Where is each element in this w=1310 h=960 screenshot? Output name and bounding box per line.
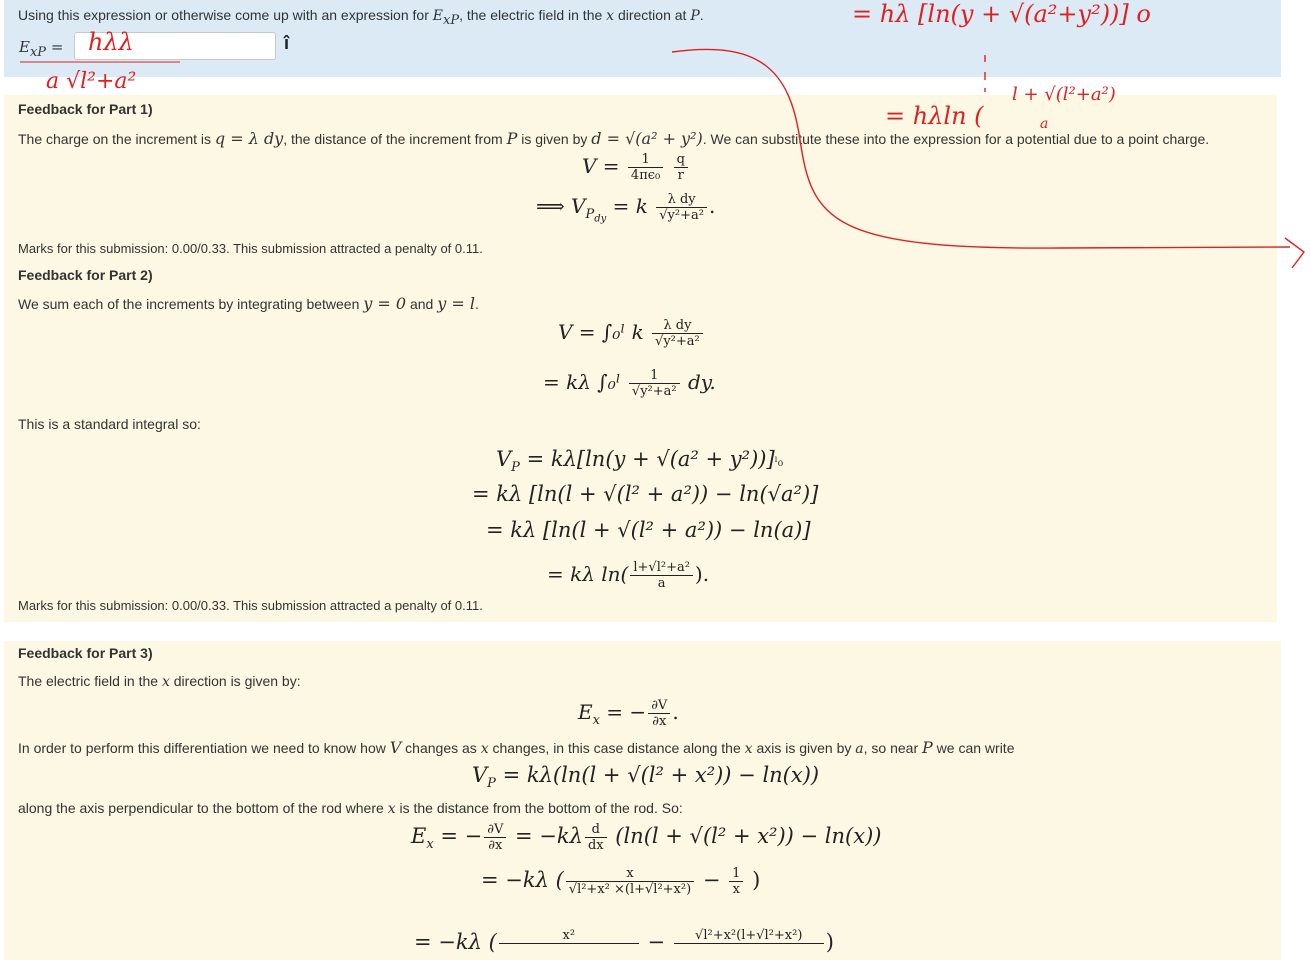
part1-description	[18, 129, 1209, 148]
part3-eq1-sub: x	[592, 713, 600, 728]
part1-text-post: . We can substitute these into the expression for a potential due to a point charge.	[702, 131, 1210, 147]
part1-text-mid2: is given by	[517, 131, 592, 147]
part2-y0: y = 0	[363, 294, 407, 313]
part3-line2-post: we can write	[932, 740, 1015, 756]
part3-line2-mid2: changes, in this case distance along the	[488, 740, 745, 756]
frac-num: x²	[499, 928, 639, 944]
part2-title: Feedback for Part 2)	[18, 267, 153, 283]
part3-line2-mid: changes as	[401, 740, 481, 756]
part3-eq4-end: )	[745, 868, 761, 892]
frac-num: ∂V	[648, 698, 670, 714]
part2-text: We sum each of the increments by integrating between	[18, 296, 364, 312]
answer-label-var: E	[19, 38, 30, 56]
part1-eq2	[536, 192, 715, 225]
ink-mid-right-den: a	[1040, 116, 1049, 132]
part2-description	[18, 294, 479, 313]
ink-arrowhead	[1285, 238, 1304, 268]
part3-eq3-sub: x	[426, 837, 434, 853]
ink-mid-right-num: l + √(l²+a²)	[1012, 84, 1116, 105]
ink-answer-den: a √l²+a²	[46, 69, 137, 94]
part1-text-mid: , the distance of the increment from	[283, 131, 507, 147]
answer-label	[19, 38, 63, 60]
info-icon[interactable]: î	[284, 33, 290, 53]
part3-eq5-minus: −	[640, 930, 672, 954]
frac-den: ∂x	[488, 838, 503, 853]
frac-num: 1	[628, 152, 663, 168]
part2-int2-lhs: = kλ ∫₀ˡ	[543, 370, 621, 394]
part1-title: Feedback for Part 1)	[18, 101, 153, 117]
frac-den: x	[732, 882, 740, 897]
frac-den: dx	[587, 838, 604, 853]
part3-eq1-lhs: E	[578, 700, 593, 724]
part3-eq1-frac	[648, 698, 670, 729]
part1-q: q = λ dy	[214, 129, 284, 148]
prompt-var-sub: xP	[442, 12, 460, 28]
part2-res2-text: = kλ [ln(l + √(l² + a²)) − ln(√a²)]	[472, 482, 819, 506]
part2-res1-limits: ˡ₀	[774, 455, 784, 470]
part1-eq2-eq: = k	[612, 194, 648, 218]
frac-den: √y²+a²	[655, 334, 700, 349]
frac-den: 4πϵ₀	[630, 168, 661, 183]
part1-marks: Marks for this submission: 0.00/0.33. This submission attracted a penalty of 0.11.	[18, 241, 483, 256]
part3-line2-mid3: axis is given by	[752, 740, 856, 756]
frac-num: 1	[729, 866, 743, 882]
part3-eq2-lhs: V	[472, 763, 488, 787]
part1-P: P	[506, 129, 518, 148]
part3-eq3-end: (ln(l + √(l² + x²)) − ln(x))	[608, 824, 882, 848]
part3-eq3-mid: = −kλ	[508, 824, 583, 848]
frac-num: 1	[629, 368, 680, 384]
part1-text: The charge on the increment is	[18, 131, 215, 147]
prompt-text: Using this expression or otherwise come up with an expression for	[18, 7, 433, 23]
part3-eq5-frac	[499, 928, 639, 959]
frac-den: √l²+x² ×(l+√l²+x²)	[568, 882, 692, 897]
part3-eq1-eq: = −	[599, 700, 647, 724]
part3-eq5-lhs: = −kλ (	[414, 930, 497, 954]
part2-res1-rest: = kλ[ln(y + √(a² + y²))]	[519, 447, 775, 471]
frac-num: λ dy	[656, 192, 707, 208]
part2-int2-frac	[629, 368, 680, 399]
frac-num: √l²+x²(l+√l²+x²)	[674, 928, 824, 944]
part2-res1	[496, 447, 783, 475]
frac-num: l+√l²+a²	[630, 560, 693, 576]
part2-res4-frac	[630, 560, 693, 591]
frac-den: ∂x	[652, 714, 667, 729]
part2-int1-lhs: V = ∫₀ˡ k	[558, 320, 644, 344]
part3-line2-V: V	[389, 738, 402, 757]
frac-num: ∂V	[484, 822, 506, 838]
part1-eq1	[582, 152, 690, 183]
part2-res3-text: = kλ [ln(l + √(l² + a²)) − ln(a)]	[486, 518, 811, 542]
frac-den	[674, 944, 824, 959]
frac-den: √y²+a²	[659, 208, 704, 223]
ink-mid-right: = hλln (	[885, 102, 984, 130]
part3-line1-x: x	[161, 674, 170, 690]
part3-title: Feedback for Part 3)	[18, 645, 153, 661]
part1-d: d = √(a² + y²)	[591, 129, 703, 148]
part3-eq4-lhs: = −kλ (	[481, 868, 564, 892]
prompt-x: x	[606, 8, 615, 24]
part3-line3-x: x	[387, 801, 396, 817]
part2-res2	[472, 482, 818, 506]
ink-answer-num: hλλ	[88, 28, 134, 56]
answer-label-eq: =	[46, 38, 64, 56]
part2-res4-lhs: = kλ ln(	[547, 562, 629, 586]
part3-line3-post: is the distance from the bottom of the rod. So:	[395, 800, 683, 816]
part3-line2-text: In order to perform this differentiation we need to know how	[18, 740, 390, 756]
part1-eq1-frac2	[674, 152, 688, 183]
part1-eq2-frac	[656, 192, 707, 223]
part2-and: and	[406, 296, 438, 312]
question-panel	[4, 0, 1281, 77]
prompt-var: E	[432, 8, 443, 24]
prompt-end: .	[699, 7, 704, 23]
part2-int1-frac	[652, 318, 703, 349]
frac-den: a	[657, 576, 666, 591]
part2-standard-text: This is a standard integral so:	[18, 416, 201, 432]
implies-arrow: ⟹	[536, 194, 565, 218]
part3-line1-post: direction is given by:	[169, 673, 301, 689]
part3-line2-P: P	[922, 738, 933, 757]
frac-num: λ dy	[652, 318, 703, 334]
part3-eq3	[411, 822, 881, 853]
part3-eq1-end: .	[672, 700, 679, 724]
part1-eq2-subsub: dy	[594, 213, 607, 225]
part3-eq3-eq: = −	[433, 824, 483, 848]
part3-eq5-frac2	[674, 928, 824, 959]
part2-res4-end: ).	[694, 562, 710, 586]
part2-res1-lhs: V	[496, 447, 512, 471]
part3-line3	[18, 800, 683, 817]
part3-eq5-end: )	[825, 930, 834, 954]
ink-top-right: = hλ [ln(y + √(a²+y²))] o	[852, 0, 1151, 28]
part2-int2	[543, 368, 716, 399]
part3-line2-x: x	[480, 741, 489, 757]
part3-line2	[18, 738, 1014, 757]
part3-eq4-minus: −	[696, 868, 728, 892]
part3-eq2-rest: = kλ(ln(l + √(l² + x²)) − ln(x))	[495, 763, 820, 787]
prompt-P: P	[690, 8, 700, 24]
part1-eq2-end: .	[708, 194, 716, 218]
part2-yl: y = l	[437, 294, 475, 313]
frac-num: d	[585, 822, 607, 838]
frac-den: √y²+a²	[631, 384, 677, 399]
answer-input[interactable]	[74, 32, 276, 60]
frac-num: q	[674, 152, 688, 168]
prompt-text-mid: , the electric field in the	[459, 7, 607, 23]
question-prompt	[18, 7, 704, 28]
part3-eq2-sub: P	[487, 776, 496, 792]
part3-eq4-frac	[566, 866, 694, 897]
part2-int1	[558, 318, 705, 349]
part3-eq4-frac2	[729, 866, 743, 897]
part2-res3	[486, 518, 811, 542]
part3-eq3-frac	[484, 822, 506, 853]
frac-den	[499, 944, 639, 959]
part1-eq1-lhs: V =	[582, 154, 620, 178]
part2-end: .	[474, 296, 479, 312]
frac-num: x	[566, 866, 694, 882]
part3-line2-a: a	[855, 741, 864, 757]
part3-line1-text: The electric field in the	[18, 673, 162, 689]
part2-int2-end: dy.	[681, 370, 716, 394]
part2-res1-sub: P	[511, 460, 520, 476]
part2-res4	[547, 560, 709, 591]
part3-eq2	[472, 763, 819, 791]
part1-eq2-lhs: V	[571, 194, 586, 218]
part3-eq1	[578, 698, 679, 729]
part1-eq2-sub: P	[585, 207, 595, 222]
frac-den: r	[677, 168, 684, 183]
part3-line2-x2: x	[744, 741, 753, 757]
prompt-text-post: direction at	[614, 7, 691, 23]
part3-line1	[18, 673, 301, 690]
part3-eq3-dfrac	[585, 822, 607, 853]
part2-marks: Marks for this submission: 0.00/0.33. This submission attracted a penalty of 0.11.	[18, 598, 483, 613]
part3-line3-text: along the axis perpendicular to the bottom of the rod where	[18, 800, 388, 816]
part3-eq4	[481, 866, 760, 897]
part3-eq5	[414, 928, 834, 959]
answer-label-sub: xP	[29, 45, 47, 60]
part3-eq3-lhs: E	[411, 824, 427, 848]
part3-line2-mid4: , so near	[863, 740, 923, 756]
part1-eq1-frac1	[628, 152, 663, 183]
